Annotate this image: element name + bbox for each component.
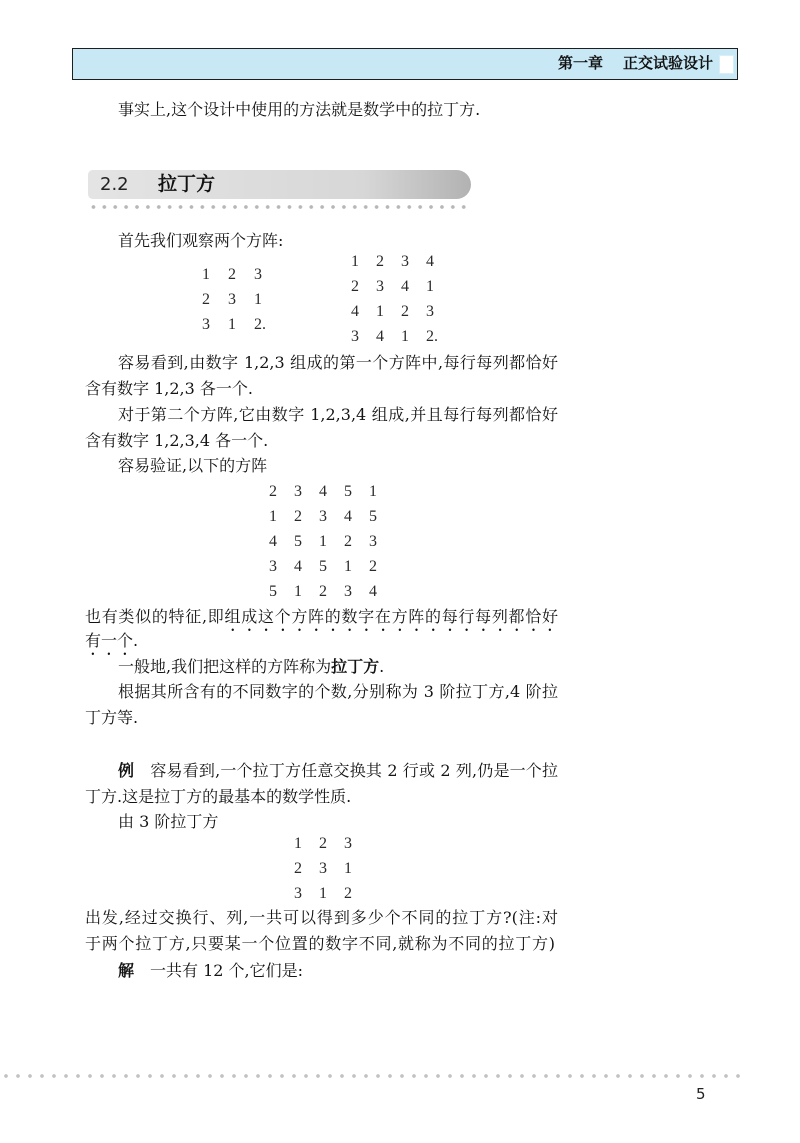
matrix-row: [202, 312, 280, 337]
paragraph-line: 容易看到,由数字 1,2,3 组成的第一个方阵中,每行每列都恰好: [118, 353, 558, 372]
matrix-cell: 4: [351, 303, 359, 320]
matrix-cell: 1: [269, 508, 277, 525]
matrix-cell: 1: [319, 885, 327, 902]
example-line: 丁方.这是拉丁方的最基本的数学性质.: [85, 787, 352, 806]
matrix-cell: 2: [319, 835, 327, 852]
matrix-cell: 4: [269, 533, 277, 550]
matrix-cell: 2: [351, 278, 359, 295]
example-line: 出发,经过交换行、列,一共可以得到多少个不同的拉丁方?(注:对: [85, 908, 558, 927]
matrix-row: [269, 504, 394, 529]
matrix-cell: 3: [202, 316, 210, 333]
matrix-cell: 1: [351, 253, 359, 270]
matrix-cell: 2: [319, 583, 327, 600]
matrix-cell: 2.: [426, 328, 438, 345]
matrix-cell: 5: [369, 508, 377, 525]
paragraph-line: 丁方等.: [85, 708, 139, 727]
matrix-cell: 1: [202, 266, 210, 283]
matrix-cell: 3: [376, 278, 384, 295]
matrix-cell: 2: [294, 508, 302, 525]
matrix-row: [202, 262, 280, 287]
matrix-cell: 1: [319, 533, 327, 550]
running-header-text: [558, 49, 713, 78]
paragraph-text: .: [379, 657, 385, 676]
matrix-row: [294, 831, 369, 856]
paragraph-line: 根据其所含有的不同数字的个数,分别称为 3 阶拉丁方,4 阶拉: [118, 682, 558, 701]
matrix-cell: 3: [351, 328, 359, 345]
matrix-cell: 1: [294, 835, 302, 852]
matrix-cell: 1: [426, 278, 434, 295]
matrix-cell: 3: [319, 860, 327, 877]
paragraph-text: 一般地,我们把这样的方阵称为: [118, 657, 332, 676]
definition-line: [118, 657, 384, 677]
matrix-row: [269, 554, 394, 579]
running-header: [72, 48, 738, 80]
matrix-cell: 3: [369, 533, 377, 550]
matrix-row: [269, 479, 394, 504]
matrix-cell: 3: [254, 266, 262, 283]
defined-term: 拉丁方: [331, 657, 380, 676]
matrix-cell: 2: [202, 291, 210, 308]
paragraph-text: 也有类似的特征,即: [85, 607, 225, 626]
matrix-cell: 1: [228, 316, 236, 333]
matrix-cell: 4: [294, 558, 302, 575]
matrix-cell: 5: [319, 558, 327, 575]
example-line: 由 3 阶拉丁方: [118, 812, 219, 831]
footer-dotted-rule: [0, 1073, 746, 1079]
matrix-cell: 5: [344, 483, 352, 500]
matrix-cell: 2: [344, 533, 352, 550]
matrix-row: [294, 856, 369, 881]
matrix-row: [351, 249, 451, 274]
matrix-cell: 3: [269, 558, 277, 575]
matrix-cell: 4: [319, 483, 327, 500]
paragraph-text: .: [133, 631, 139, 650]
matrix-cell: 5: [294, 533, 302, 550]
header-end-square: [719, 55, 734, 74]
matrix-cell: 3: [319, 508, 327, 525]
example-text: 容易看到,一个拉丁方任意交换其 2 行或 2 列,仍是一个拉: [134, 761, 558, 780]
example-label: 例: [118, 761, 135, 780]
matrix-cell: 3: [344, 835, 352, 852]
matrix-cell: 2.: [254, 316, 266, 333]
paragraph-line: [85, 607, 558, 627]
matrix-cell: 4: [344, 508, 352, 525]
matrix-cell: 2: [376, 253, 384, 270]
matrix-order-4: [351, 249, 451, 349]
matrix-order-3-example: [294, 831, 369, 906]
matrix-cell: 4: [426, 253, 434, 270]
matrix-cell: 2: [369, 558, 377, 575]
page-number: 5: [696, 1085, 706, 1103]
matrix-cell: 3: [344, 583, 352, 600]
section-dotted-rule: [88, 204, 470, 210]
matrix-order-5: [269, 479, 394, 604]
chapter-label: 第一章: [557, 54, 603, 72]
matrix-row: [269, 579, 394, 604]
solution-label: 解: [118, 961, 135, 980]
matrix-cell: 1: [344, 860, 352, 877]
section-heading: [88, 170, 471, 199]
matrix-cell: 1: [369, 483, 377, 500]
matrix-row: [202, 287, 280, 312]
matrix-cell: 2: [401, 303, 409, 320]
matrix-cell: 4: [369, 583, 377, 600]
matrix-cell: 4: [401, 278, 409, 295]
matrix-cell: 1: [344, 558, 352, 575]
matrix-row: [351, 299, 451, 324]
matrix-cell: 5: [269, 583, 277, 600]
solution-text: 一共有 12 个,它们是:: [134, 961, 304, 980]
matrix-cell: 1: [376, 303, 384, 320]
emphasized-text: 组成这个方阵的数字在方阵的每行每列都恰好: [224, 607, 558, 626]
emphasized-text: 有一个: [85, 631, 134, 650]
matrix-order-3: [202, 262, 280, 337]
matrix-cell: 3: [426, 303, 434, 320]
matrix-cell: 2: [344, 885, 352, 902]
section-number: 2.2: [100, 174, 129, 195]
matrix-cell: 4: [376, 328, 384, 345]
matrix-cell: 1: [254, 291, 262, 308]
paragraph-line: [85, 631, 138, 651]
observe-line: 首先我们观察两个方阵:: [118, 231, 284, 250]
matrix-cell: 3: [294, 885, 302, 902]
matrix-row: [351, 274, 451, 299]
matrix-cell: 1: [294, 583, 302, 600]
intro-line: 事实上,这个设计中使用的方法就是数学中的拉丁方.: [118, 100, 481, 119]
example-line: 于两个拉丁方,只要某一个位置的数字不同,就称为不同的拉丁方): [85, 934, 555, 953]
paragraph-line: 含有数字 1,2,3,4 各一个.: [85, 431, 269, 450]
matrix-cell: 3: [401, 253, 409, 270]
matrix-row: [269, 529, 394, 554]
matrix-row: [351, 324, 451, 349]
chapter-title: 正交试验设计: [622, 54, 713, 72]
matrix-cell: 2: [294, 860, 302, 877]
matrix-cell: 2: [269, 483, 277, 500]
matrix-cell: 1: [401, 328, 409, 345]
paragraph-line: 对于第二个方阵,它由数字 1,2,3,4 组成,并且每行每列都恰好: [118, 405, 558, 424]
section-title: 拉丁方: [158, 173, 216, 195]
example-line: [118, 761, 558, 781]
matrix-cell: 3: [228, 291, 236, 308]
paragraph-line: 容易验证,以下的方阵: [118, 456, 268, 475]
solution-line: [118, 961, 303, 981]
matrix-cell: 2: [228, 266, 236, 283]
matrix-cell: 3: [294, 483, 302, 500]
matrix-row: [294, 881, 369, 906]
paragraph-line: 含有数字 1,2,3 各一个.: [85, 379, 253, 398]
